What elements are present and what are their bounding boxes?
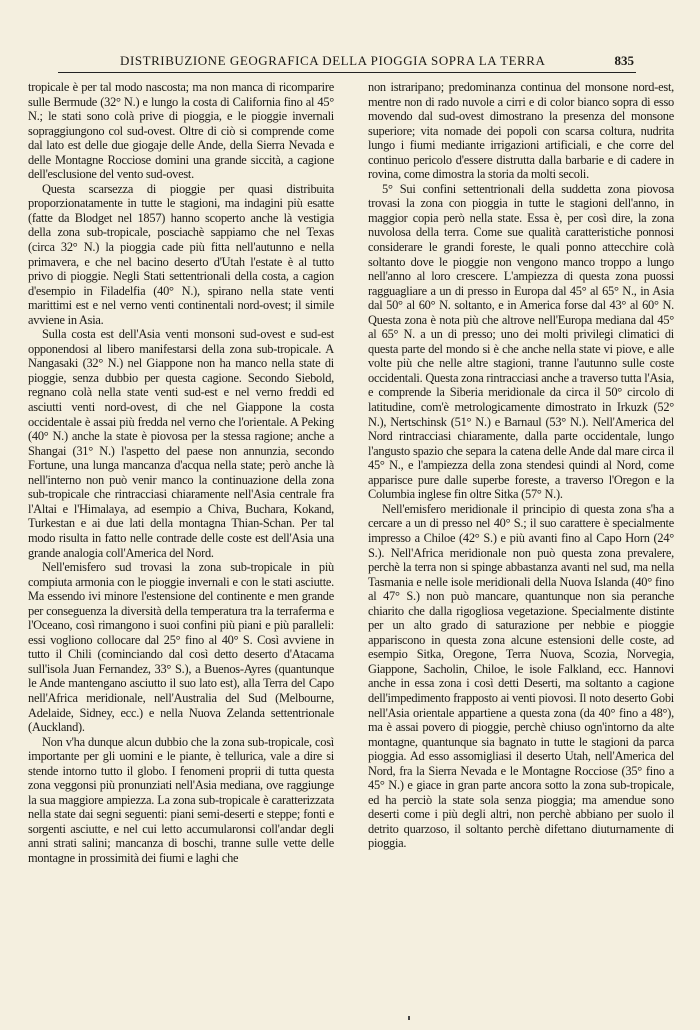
right-column [368,80,674,866]
text-columns [28,80,674,866]
page-number: 835 [614,53,634,68]
page-header [58,50,636,73]
paragraph: Non v'ha dunque alcun dubbio che la zona sub-tropicale, così importante per gli uomini e le piante, è tellurica, vale a dire si stende intorno tutto il globo. I fenomeni proprii di tutta questa zona veggonsi più pronunziati nell'Asia mediana, ove raggiunge la sua maggiore ampiezza. La zona sub-tropicale è caratterizzata nella state dai segni seguenti: piani semi-deserti e steppe; fonti e sorgenti asciutte, e nel cui letto accumularonsi coll'andar degli anni strati salini; mancanza di boschi, tranne sulle vette delle montagne in prossimità dei fiumi e laghi che [28,734,334,865]
paragraph: Sulla costa est dell'Asia venti monsoni sud-ovest e sud-est opponendosi al libero manifestarsi della zona sub-tropicale. A Nangasaki (32° N.) nel Giappone non ha manco nella state di pioggie, senza dubbio per questa cagione. Secondo Siebold, regnano colà nella state venti sud-est e nel verno freddi ed asciutti venti nord-ovest, di che nel Giappone la costa occidentale è assai più fredda nel verno che l'orientale. A Peking (40° N.) anche la state è piovosa per la stessa ragione; anche a Shangai (31° N.) l'aspetto del paese non annunzia, secondo Fortune, una lunga mancanza d'acqua nella state; però anche là nell'interno non può venir manco la continuazione della zona sub-tropicale che rintracciasi chiaramente nell'Asia centrale fra l'Altai e l'Himalaya, ad esempio a Chiva, Buchara, Kokand, Turkestan e ai due lati della montagna Thian-Schan. Per tal modo risulta in fatto nelle contrade delle coste est dell'Asia una grande analogia coll'America del Nord. [28,327,334,560]
running-title: DISTRIBUZIONE GEOGRAFICA DELLA PIOGGIA SOPRA LA TERRA [120,53,546,68]
paragraph: non istraripano; predominanza continua del monsone nord-est, mentre non di rado nuvole a cirri e di color bianco sopra di esso movendo dal sud-ovest dimostrano la presenza del monsone superiore; vita nomade dei popoli con scarsa coltura, nudrita lungo i fiumi mediante irrigazioni artificiali, e che corre del continuo pericolo d'essere distrutta dalla barbarie e di cadere in rovina, come dimostra la storia da molti secoli. [368,80,674,182]
left-column [28,80,334,866]
paragraph: tropicale è per tal modo nascosta; ma non manca di ricomparire sulle Bermude (32° N.) e lungo la costa di California fino al 45° N.; le stati sono colà prive di pioggia, e le pioggie invernali sopraggiungono col sud-ovest. Oltre di ciò si comprende come dal lato est delle due giogaje delle Ande, della Sierra Nevada e delle Montagne Rocciose domini una grande siccità, a cagione dell'esclusione del vento sud-ovest. [28,80,334,182]
print-mark [408,1016,410,1020]
paragraph: Nell'emisfero meridionale il principio di questa zona s'ha a cercare a un di presso nel 40° S.; il suo carattere è specialmente impresso a Chiloe (42° S.) e più avanti fino al Capo Horn (24° S.). Nell'Africa meridionale non può questa zona prevalere, perchè la terra non si spinge abbastanza avanti nel sud, ma nella Tasmania e nelle isole meridionali della Nuova Islanda (40° fino al 47° S.) non può mancare, quantunque non sia peranche chiarito che dalla rigogliosa vegetazione. Specialmente distinte per un alto grado di saturazione per nebbie e pioggie appariscono in questa zona alcune estensioni delle coste, ad esempio Sitka, Oregone, Terra Nuova, Scozia, Norvegia, Giappone, Sacholin, Chiloe, le isole Falkland, ecc. Hannovi anche in essa zona i così detti Deserti, ma soltanto a cagione dell'impedimento frapposto ai venti piovosi. Il noto deserto Gobi nell'Asia orientale appartiene a questa zona (da 40° fino a 48°), ma è assai povero di pioggie, perchè chiuso ogn'intorno da alte montagne, quantunque sia bagnato in tutte le stagioni da parca pioggia. Ad esso assomigliasi il deserto Utah, nell'America del Nord, fra la Sierra Nevada e le Montagne Rocciose (35° fino a 45° N.) e giace in gran parte ancora sotto la zona sub-tropicale, ed ha perciò la state sola senza pioggia; ma amendue sono deserti come i più degli altri, non perchè abbiano per suolo il detrito quarzoso, il soltanto perchè difettano diuturnamente di pioggia. [368,501,674,851]
paragraph: Questa scarsezza di pioggie per quasi distribuita proporzionatamente in tutte le stagioni, ma indagini più esatte (fatte da Blodget nel 1857) hanno scoperto anche là vestigia della zona sub-tropicale, posciachè sappiamo che nel Texas (circa 32° N.) la pioggia cade più fitta nell'autunno e nella primavera, e che nel bacino deserto d'Utah l'estate è al tutto privo di pioggie. Negli Stati settentrionali della costa, a cagion d'esempio in Filadelfia (40° N.), spirano nella state venti marittimi est e nel verno venti continentali nord-ovest; il simile avviene in Asia. [28,181,334,327]
paragraph: 5° Sui confini settentrionali della suddetta zona piovosa trovasi la zona con pioggia in tutte le stagioni dell'anno, in maggior copia però nella state. Essa è, per così dire, la zona nuvolosa della terra. Come sue qualità caratteristiche ponnosi considerare le grandi foreste, le quali ponno attecchire colà soltanto dove le pioggie non vengono manco troppo a lungo nell'anno al loro crescere. L'ampiezza di questa zona puossi ragguagliare a un di presso in Europa dal 45° al 65° N., in Asia dal 50° al 60° N. soltanto, e in America forse dal 43° al 60° N. Questa zona è nota più che altrove nell'Europa mediana dal 45° al 65° N. a un di presso; uno dei molti privilegi climatici di questa parte del mondo si è che anche nella state vi piove, e alle volte più che nelle altre stagioni, tranne l'autunno sulle coste occidentali. Questa zona rintracciasi anche a traverso tutta l'Asia, e comprende la Siberia meridionale da circa il 50° circolo di latitudine, com'è metrologicamente dimostrato in Irkuzk (52° N.), Nertschinsk (51° N.) e Barnaul (53° N.). Nell'America del Nord rintracciasi chiaramente, dalla parte occidentale, lungo l'angusto spazio che separa la catena delle Ande dal mare circa il 45° N., e l'ampiezza della zona stendesi quindi al Nord, come apparisce pure dalle superbe foreste, a traverso l'Oregon e la Columbia inglese fin oltre Sitka (57° N.). [368,181,674,502]
paragraph: Nell'emisfero sud trovasi la zona sub-tropicale in più compiuta armonia con le pioggie invernali e con le stati asciutte. Ma essendo ivi minore l'estensione del continente e men grande per conseguenza la diversità della temperatura tra la terraferma e l'Oceano, così rimangono i suoi confini più piani e più paralleli: essi vogliono collocare dal 25° fino al 40° S. Così avviene in tutto il Chili (cominciando dal così detto deserto d'Atacama sull'isola Juan Fernandez, 33° S.), a Buenos-Ayres (quantunque le Ande mantengano asciutto il suo lato est), alla Terra del Capo nell'Africa meridionale, nell'Australia del Sud (Melbourne, Adelaide, Sidney, ecc.) e nella Nuova Zelanda settentrionale (Auckland). [28,560,334,735]
